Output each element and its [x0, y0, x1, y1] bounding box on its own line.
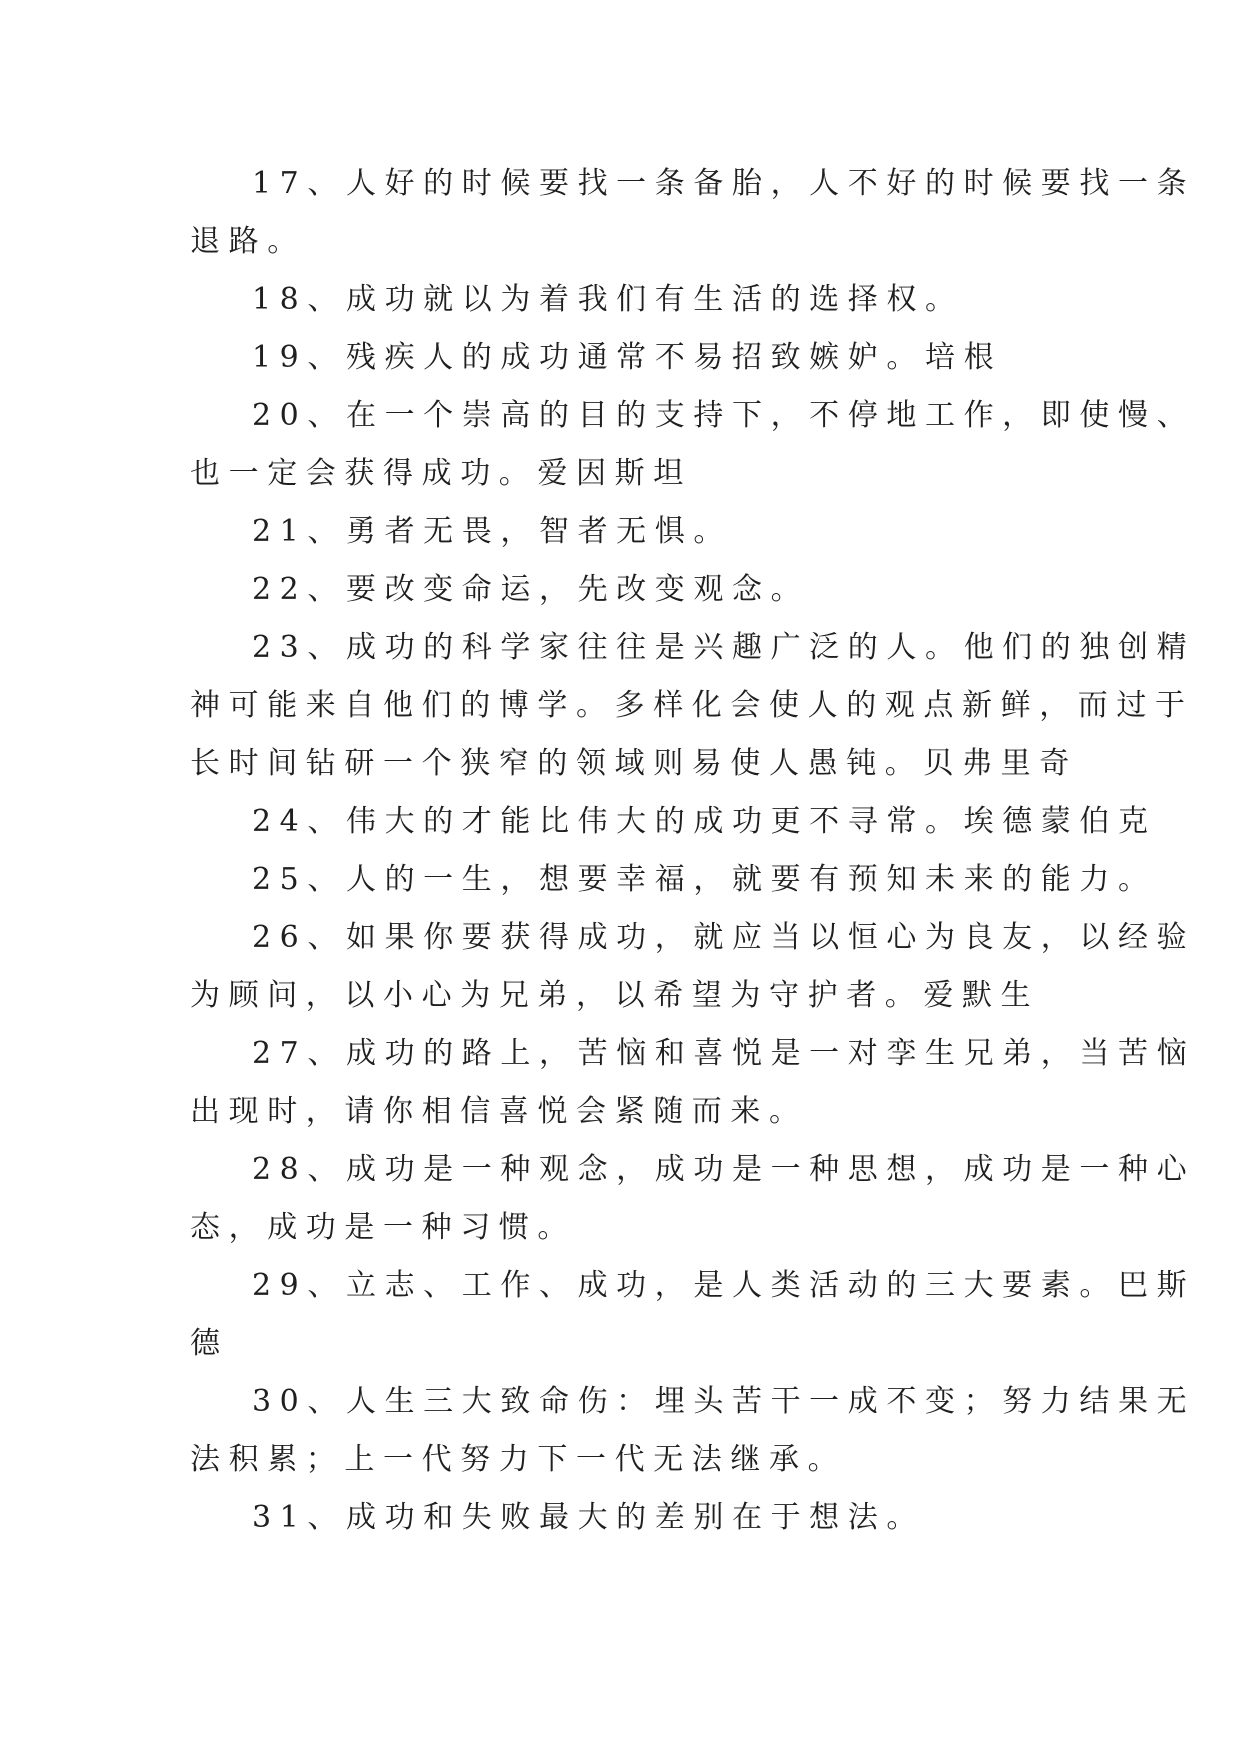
text-line: 28、成功是一种观念，成功是一种思想，成功是一种心 — [252, 1152, 1196, 1187]
text-line: 为顾问，以小心为兄弟，以希望为守护者。爱默生 — [190, 978, 1040, 1013]
text-line: 德 — [190, 1326, 229, 1361]
text-line: 也一定会获得成功。爱因斯坦 — [190, 456, 692, 491]
text-line: 出现时，请你相信喜悦会紧随而来。 — [190, 1094, 808, 1129]
text-line: 22、要改变命运，先改变观念。 — [252, 572, 810, 607]
text-line: 29、立志、工作、成功，是人类活动的三大要素。巴斯 — [252, 1268, 1196, 1303]
text-line: 31、成功和失败最大的差别在于想法。 — [252, 1500, 925, 1535]
text-line: 25、人的一生，想要幸福，就要有预知未来的能力。 — [252, 862, 1157, 897]
text-line: 18、成功就以为着我们有生活的选择权。 — [252, 282, 964, 317]
text-line: 26、如果你要获得成功，就应当以恒心为良友，以经验 — [252, 920, 1196, 955]
text-line: 法积累；上一代努力下一代无法继承。 — [190, 1442, 847, 1477]
text-line: 24、伟大的才能比伟大的成功更不寻常。埃德蒙伯克 — [252, 804, 1157, 839]
text-line: 长时间钻研一个狭窄的领域则易使人愚钝。贝弗里奇 — [190, 746, 1078, 781]
text-line: 19、残疾人的成功通常不易招致嫉妒。培根 — [252, 340, 1003, 375]
text-line: 17、人好的时候要找一条备胎，人不好的时候要找一条 — [252, 166, 1196, 201]
text-line: 21、勇者无畏，智者无惧。 — [252, 514, 732, 549]
text-line: 退路。 — [190, 224, 306, 259]
text-line: 神可能来自他们的博学。多样化会使人的观点新鲜，而过于 — [190, 688, 1194, 723]
text-line: 23、成功的科学家往往是兴趣广泛的人。他们的独创精 — [252, 630, 1196, 665]
text-line: 20、在一个崇高的目的支持下，不停地工作，即使慢、 — [252, 398, 1196, 433]
text-line: 30、人生三大致命伤：埋头苦干一成不变；努力结果无 — [252, 1384, 1196, 1419]
text-line: 态，成功是一种习惯。 — [190, 1210, 576, 1245]
text-line: 27、成功的路上，苦恼和喜悦是一对孪生兄弟，当苦恼 — [252, 1036, 1196, 1071]
